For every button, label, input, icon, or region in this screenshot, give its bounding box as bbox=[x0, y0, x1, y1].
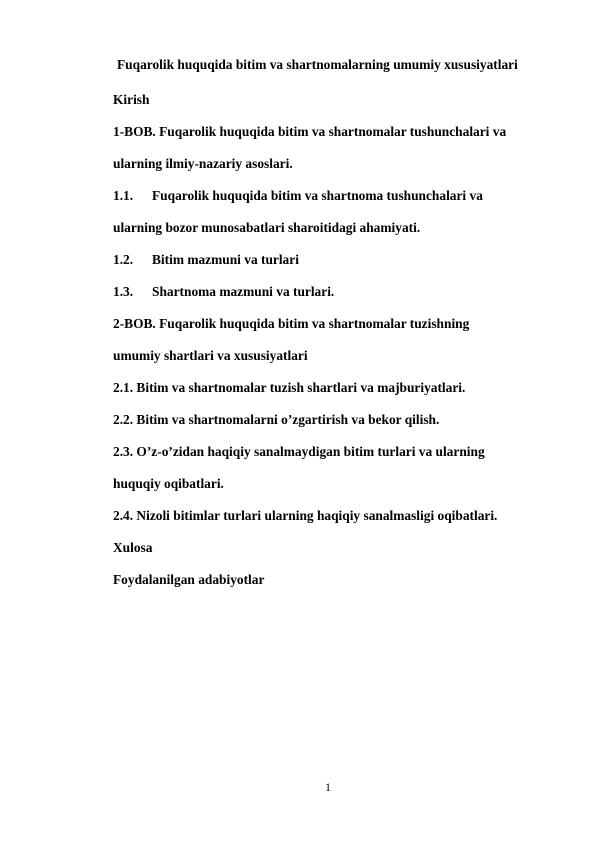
toc-entry-1-2 bbox=[113, 252, 299, 268]
toc-entry-chapter-1-cont: ularning ilmiy-nazariy asoslari. bbox=[113, 156, 293, 171]
document-title: Fuqarolik huquqida bitim va shartnomalarning umumiy xususiyatlari bbox=[117, 57, 518, 72]
page-number: 1 bbox=[325, 780, 331, 794]
toc-entry-chapter-1: 1-BOB. Fuqarolik huquqida bitim va shartnomalar tushunchalari va bbox=[113, 124, 507, 139]
toc-entry-2-1: 2.1. Bitim va shartnomalar tuzish shartlari va majburiyatlari. bbox=[113, 380, 466, 395]
toc-entry-number: 1.3. bbox=[113, 284, 134, 299]
toc-entry-text: Bitim mazmuni va turlari bbox=[152, 252, 299, 267]
toc-entry-text: Fuqarolik huquqida bitim va shartnoma tushunchalari va bbox=[152, 188, 483, 203]
toc-entry-1-3 bbox=[113, 284, 334, 300]
toc-entry-xulosa: Xulosa bbox=[113, 540, 153, 555]
toc-entry-2-3-cont: huquqiy oqibatlari. bbox=[113, 476, 224, 491]
toc-entry-kirish: Kirish bbox=[113, 92, 150, 107]
toc-entry-1-1 bbox=[113, 188, 483, 204]
toc-entry-chapter-2: 2-BOB. Fuqarolik huquqida bitim va shartnomalar tuzishning bbox=[113, 316, 470, 331]
toc-entry-text: Shartnoma mazmuni va turlari. bbox=[152, 284, 335, 299]
toc-entry-number: 1.2. bbox=[113, 252, 134, 267]
toc-entry-2-2: 2.2. Bitim va shartnomalarni o’zgartirish va bekor qilish. bbox=[113, 412, 440, 427]
toc-entry-1-1-cont: ularning bozor munosabatlari sharoitidagi ahamiyati. bbox=[113, 220, 421, 235]
toc-entry-2-4: 2.4. Nizoli bitimlar turlari ularning haqiqiy sanalmasligi oqibatlari. bbox=[113, 508, 498, 523]
toc-entry-2-3: 2.3. O’z-o’zidan haqiqiy sanalmaydigan bitim turlari va ularning bbox=[113, 444, 485, 459]
toc-entry-references: Foydalanilgan adabiyotlar bbox=[113, 572, 265, 587]
toc-entry-number: 1.1. bbox=[113, 188, 134, 203]
toc-entry-chapter-2-cont: umumiy shartlari va xususiyatlari bbox=[113, 348, 308, 363]
